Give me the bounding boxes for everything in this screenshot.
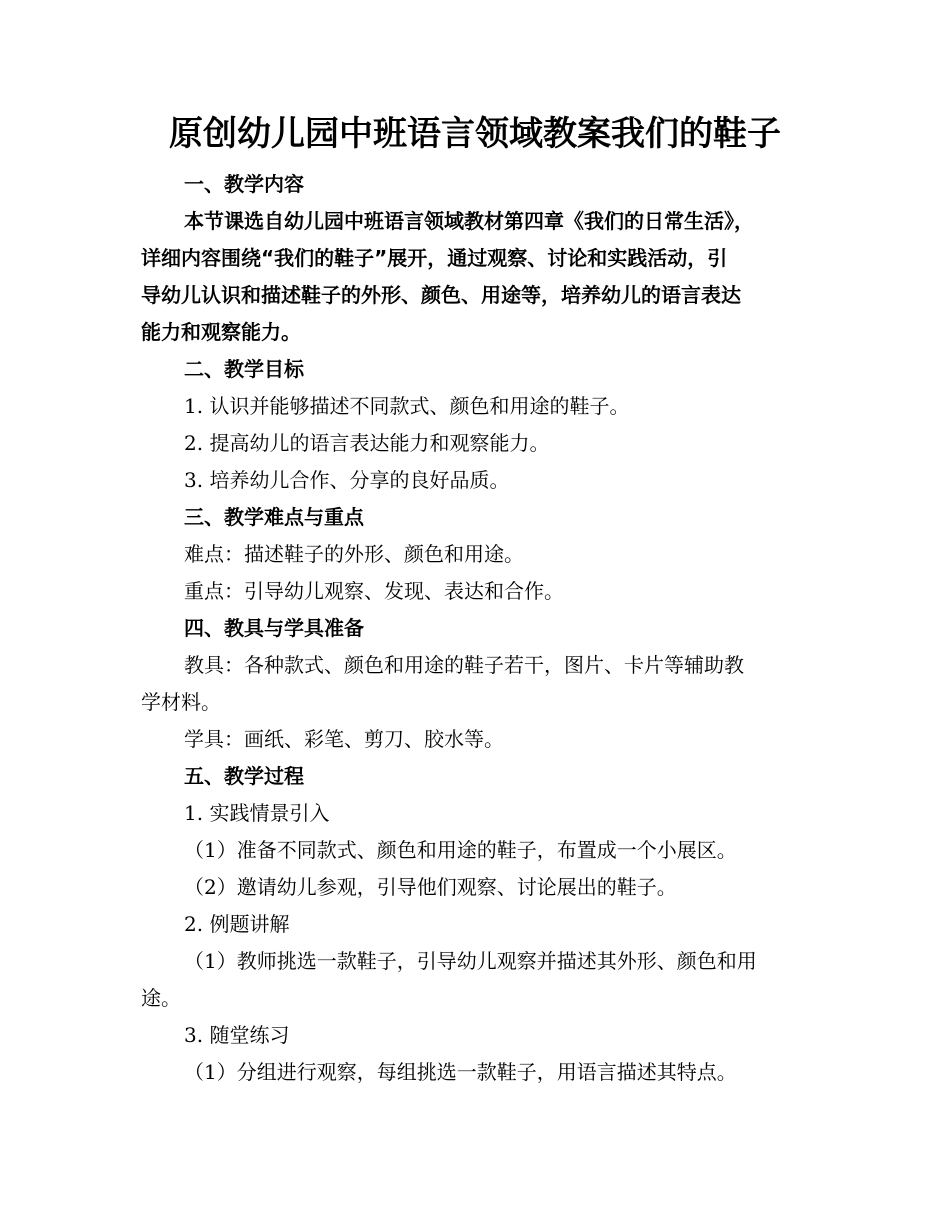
list-item: 1. 认识并能够描述不同款式、颜色和用途的鞋子。 xyxy=(184,394,630,418)
section-heading-materials: 四、教具与学具准备 xyxy=(184,616,364,640)
paragraph-line: 难点：描述鞋子的外形、颜色和用途。 xyxy=(184,542,524,566)
list-item: （2）邀请幼儿参观，引导他们观察、讨论展出的鞋子。 xyxy=(184,875,677,899)
paragraph-line: 能力和观察能力。 xyxy=(141,320,301,344)
paragraph-line: 学具：画纸、彩笔、剪刀、胶水等。 xyxy=(184,727,504,751)
list-item: 1. 实践情景引入 xyxy=(184,801,330,825)
document-body xyxy=(141,166,809,1091)
section-heading-process: 五、教学过程 xyxy=(184,764,304,788)
list-item: （1）分组进行观察，每组挑选一款鞋子，用语言描述其特点。 xyxy=(184,1060,737,1084)
list-item: （1）准备不同款式、颜色和用途的鞋子，布置成一个小展区。 xyxy=(184,838,737,862)
paragraph-line: 本节课选自幼儿园中班语言领域教材第四章《我们的日常生活》， xyxy=(184,209,754,233)
section-heading-difficulty: 三、教学难点与重点 xyxy=(184,505,364,529)
paragraph-line: 导幼儿认识和描述鞋子的外形、颜色、用途等，培养幼儿的语言表达 xyxy=(141,283,741,307)
list-item: 2. 提高幼儿的语言表达能力和观察能力。 xyxy=(184,431,550,455)
paragraph-line: 途。 xyxy=(141,986,181,1010)
paragraph-line: 详细内容围绕“我们的鞋子”展开，通过观察、讨论和实践活动，引 xyxy=(141,246,728,270)
section-heading-goals: 二、教学目标 xyxy=(184,357,304,381)
paragraph-line: 学材料。 xyxy=(141,690,221,714)
list-item: 3. 培养幼儿合作、分享的良好品质。 xyxy=(184,468,510,492)
list-item: 3. 随堂练习 xyxy=(184,1023,290,1047)
list-item: （1）教师挑选一款鞋子，引导幼儿观察并描述其外形、颜色和用 xyxy=(184,949,757,973)
paragraph-line: 教具：各种款式、颜色和用途的鞋子若干，图片、卡片等辅助教 xyxy=(184,653,744,677)
paragraph-line: 重点：引导幼儿观察、发现、表达和合作。 xyxy=(184,579,564,603)
section-heading-content: 一、教学内容 xyxy=(184,172,304,196)
document-title: 原创幼儿园中班语言领域教案我们的鞋子 xyxy=(169,114,781,154)
list-item: 2. 例题讲解 xyxy=(184,912,290,936)
